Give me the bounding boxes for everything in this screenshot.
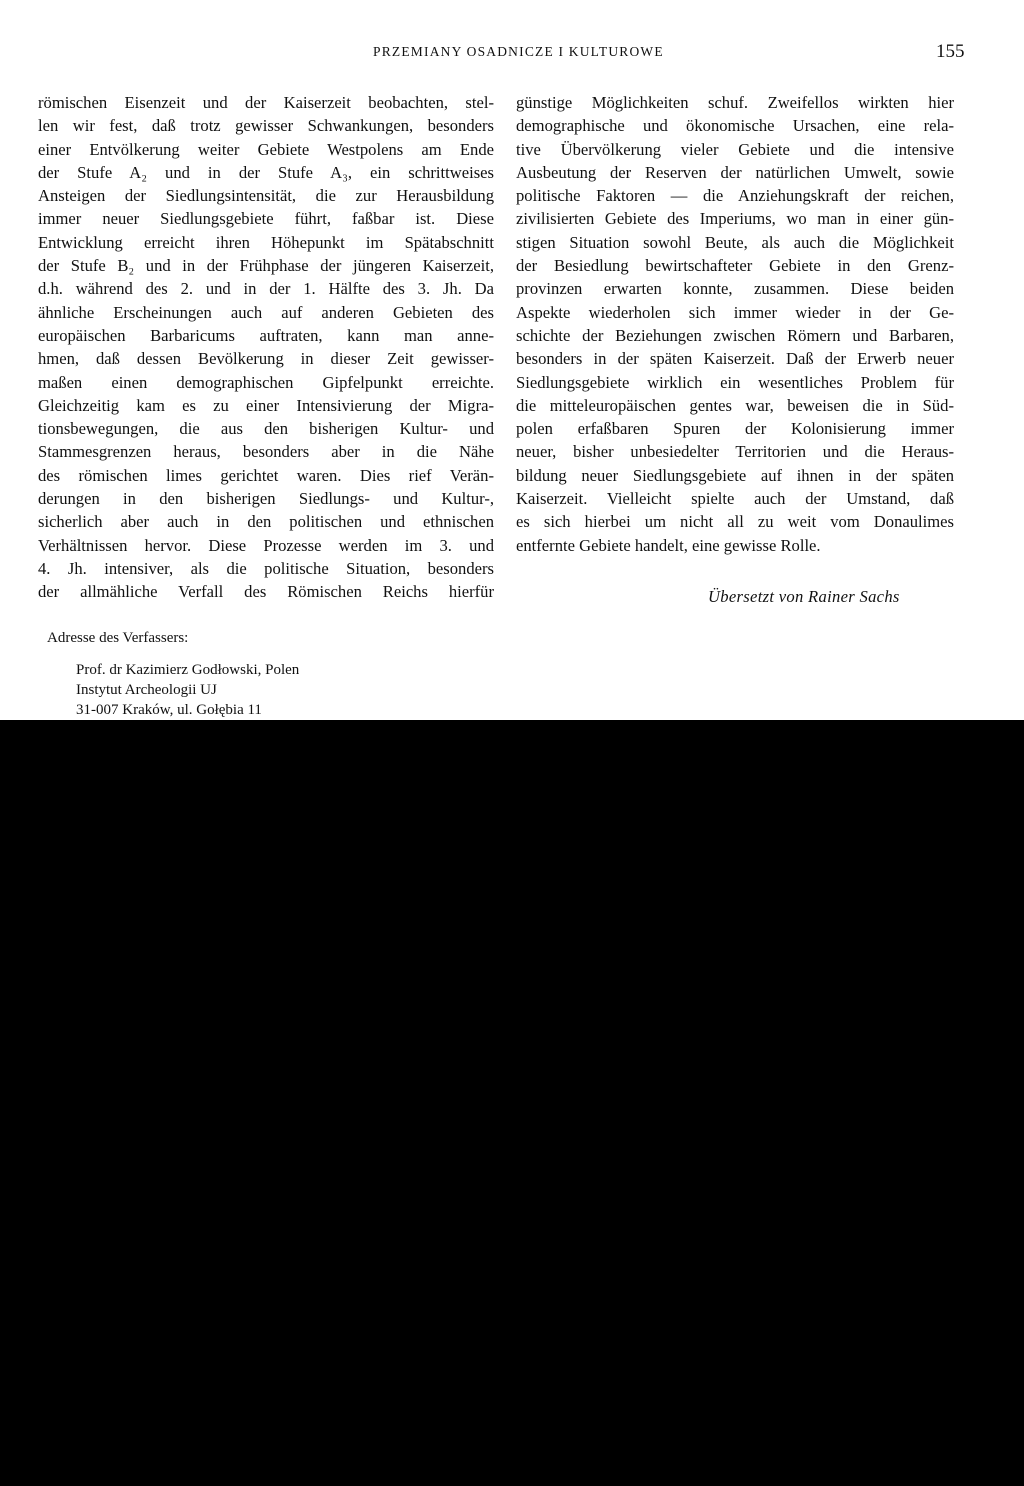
text-line: des römischen limes gerichtet waren. Dies rief Verän- <box>38 465 494 485</box>
text-line: provinzen erwarten konnte, zusammen. Diese beiden <box>516 279 954 299</box>
text-line: immer neuer Siedlungsgebiete führt, faßbar ist. Diese <box>38 209 494 229</box>
text-line: der allmähliche Verfall des Römischen Reichs hierfür <box>38 582 494 602</box>
text-line: stigen Situation sowohl Beute, als auch die Möglichkeit <box>516 232 954 252</box>
left-text-column <box>38 91 494 604</box>
address-line: Instytut Archeologii UJ <box>76 682 217 698</box>
text-line: polen erfaßbaren Spuren der Kolonisierung immer <box>516 419 954 439</box>
text-line: Ansteigen der Siedlungsintensität, die zur Herausbildung <box>38 186 494 206</box>
running-header <box>0 41 1024 68</box>
address-line: 31-007 Kraków, ul. Gołębia 11 <box>76 702 262 718</box>
text-line: europäischen Barbaricums auftraten, kann man anne- <box>38 325 494 345</box>
text-line: neuer, bisher unbesiedelter Territorien und die Heraus- <box>516 442 954 462</box>
text-line: es sich hierbei um nicht all zu weit vom Donaulimes <box>516 512 954 532</box>
text-line: Ausbeutung der Reserven der natürlichen Umwelt, sowie <box>516 162 954 182</box>
text-line: tionsbewegungen, die aus den bisherigen Kultur- und <box>38 419 494 439</box>
page-number: 155 <box>936 41 965 62</box>
text-line: demographische und ökonomische Ursachen, eine rela- <box>516 116 954 136</box>
text-line: der Besiedlung bewirtschafteter Gebiete in den Grenz- <box>516 256 954 276</box>
text-line: besonders in der späten Kaiserzeit. Daß der Erwerb neuer <box>516 349 954 369</box>
address-line: Prof. dr Kazimierz Godłowski, Polen <box>76 662 300 678</box>
text-line: einer Entvölkerung weiter Gebiete Westpolens am Ende <box>38 139 494 159</box>
blank-black-area <box>0 720 1024 1486</box>
text-line: bildung neuer Siedlungsgebiete auf ihnen in der späten <box>516 465 954 485</box>
text-line: römischen Eisenzeit und der Kaiserzeit beobachten, stel- <box>38 93 494 112</box>
text-line: tive Übervölkerung vieler Gebiete und die intensive <box>516 139 954 159</box>
text-line: schichte der Beziehungen zwischen Römern und Barbaren, <box>516 325 954 345</box>
text-line: Entwicklung erreicht ihren Höhepunkt im Spätabschnitt <box>38 232 494 252</box>
text-line: Gleichzeitig kam es zu einer Intensivierung der Migra- <box>38 395 494 415</box>
text-line: 4. Jh. intensiver, als die politische Situation, besonders <box>38 558 494 578</box>
text-line: d.h. während des 2. und in der 1. Hälfte des 3. Jh. Da <box>38 279 494 299</box>
text-line: Stammesgrenzen heraus, besonders aber in die Nähe <box>38 442 494 462</box>
text-line: zivilisierten Gebiete des Imperiums, wo man in einer gün- <box>516 209 954 229</box>
text-line: derungen in den bisherigen Siedlungs- und Kultur-, <box>38 489 494 509</box>
running-title: PRZEMIANY OSADNICZE I KULTUROWE <box>373 44 664 59</box>
text-line: die mitteleuropäischen gentes war, beweisen die in Süd- <box>516 395 954 415</box>
text-line: hmen, daß dessen Bevölkerung in dieser Zeit gewisser- <box>38 349 494 369</box>
text-line: entfernte Gebiete handelt, eine gewisse Rolle. <box>516 535 821 555</box>
author-address-label: Adresse des Verfassers: <box>47 630 189 646</box>
author-address <box>76 660 299 720</box>
translator-credit: Übersetzt von Rainer Sachs <box>708 587 900 606</box>
text-line: Verhältnissen hervor. Diese Prozesse werden im 3. und <box>38 535 494 555</box>
text-line: len wir fest, daß trotz gewisser Schwankungen, besonders <box>38 116 494 136</box>
right-text-column <box>516 91 954 557</box>
text-line: Siedlungsgebiete wirklich ein wesentliches Problem für <box>516 372 954 392</box>
text-line: sicherlich aber auch in den politischen und ethnischen <box>38 512 494 532</box>
text-line: politische Faktoren — die Anziehungskraft der reichen, <box>516 186 954 206</box>
text-line: günstige Möglichkeiten schuf. Zweifellos wirkten hier <box>516 93 954 112</box>
text-line: ähnliche Erscheinungen auch auf anderen Gebieten des <box>38 302 494 322</box>
text-line: maßen einen demographischen Gipfelpunkt erreichte. <box>38 372 494 392</box>
text-line: der Stufe A₂ und in der Stufe A₃, ein schrittweises <box>38 162 494 182</box>
text-line: der Stufe B₂ und in der Frühphase der jüngeren Kaiserzeit, <box>38 256 494 276</box>
text-line: Aspekte wiederholen sich immer wieder in der Ge- <box>516 302 954 322</box>
text-line: Kaiserzeit. Vielleicht spielte auch der Umstand, daß <box>516 489 954 509</box>
